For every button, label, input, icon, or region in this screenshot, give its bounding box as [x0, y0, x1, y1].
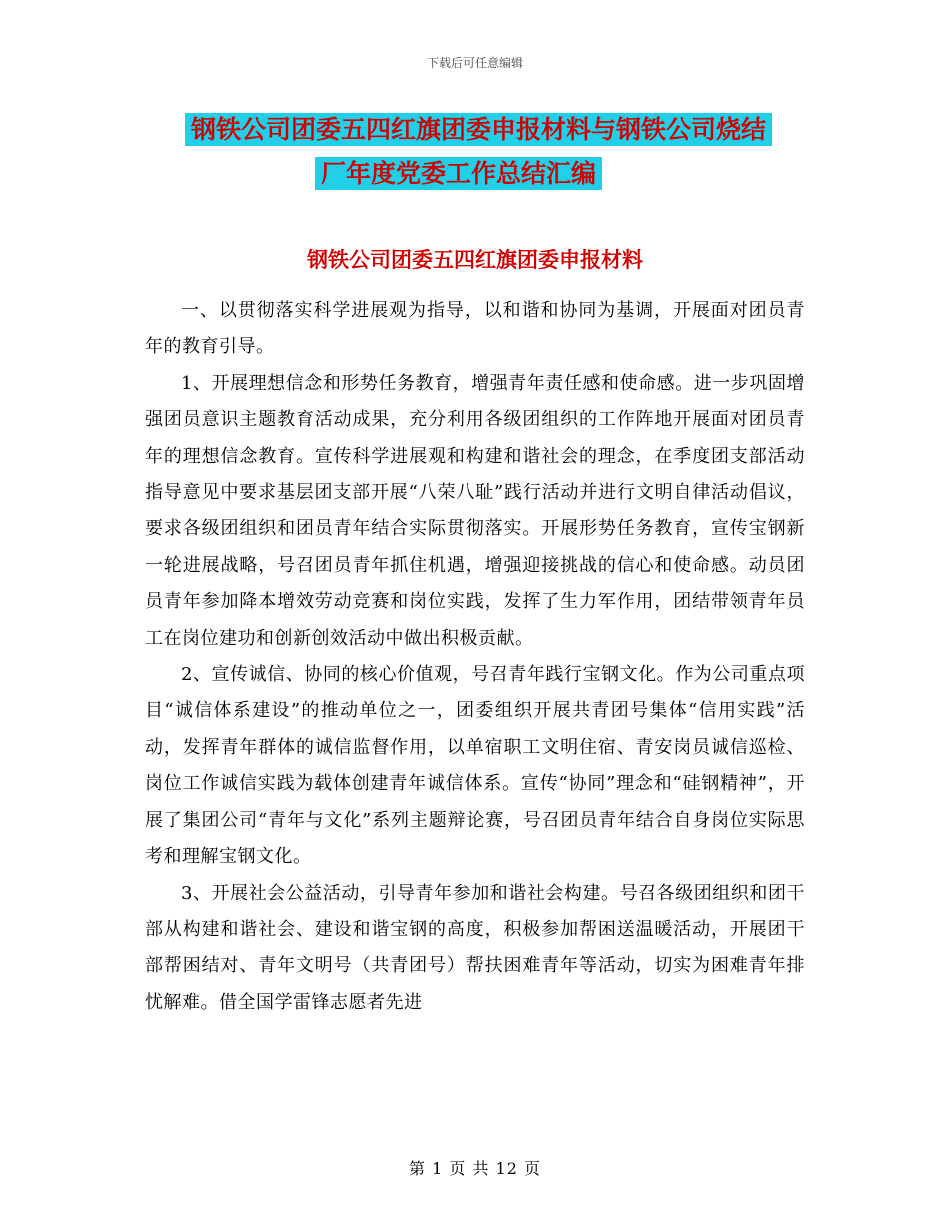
- page-footer: 第 1 页 共 12 页: [409, 1159, 541, 1178]
- header-note: 下载后可任意编辑: [426, 56, 523, 70]
- title-line-2-text: 厂年度党委工作总结汇编: [315, 157, 602, 190]
- document-title: [185, 108, 825, 196]
- paragraph-intro: 一、以贯彻落实科学进展观为指导，以和谐和协同为基调，开展面对团员青年的教育引导。: [145, 300, 805, 358]
- title-line-1: [185, 108, 825, 152]
- paragraph-3: 3、开展社会公益活动，引导青年参加和谐社会构建。号召各级团组织和团干部从构建和谐社会、建设和谐宝钢的高度，积极参加帮困送温暖活动，开展团干部帮困结对、青年文明号（共青团号）帮扶困难青年等活动，切实为困难青年排忧解难。借全国学雷锋志愿者先进: [145, 882, 805, 1013]
- paragraph-2: 2、宣传诚信、协同的核心价值观，号召青年践行宝钢文化。作为公司重点项目“诚信体系建设”的推动单位之一，团委组织开展共青团号集体“信用实践”活动，发挥青年群体的诚信监督作用，以单宿职工文明住宿、青安岗员诚信巡检、岗位工作诚信实践为载体创建青年诚信体系。宣传“协同”理念和“硅钢精神”，开展了集团公司“青年与文化”系列主题辩论赛，号召团员青年结合自身岗位实际思考和理解宝钢文化。: [145, 664, 805, 868]
- section-title: 钢铁公司团委五四红旗团委申报材料: [307, 248, 643, 272]
- title-line-1-text: 钢铁公司团委五四红旗团委申报材料与钢铁公司烧结: [185, 113, 772, 146]
- document-body: [145, 293, 805, 1021]
- paragraph-1: 1、开展理想信念和形势任务教育，增强青年责任感和使命感。进一步巩固增强团员意识主题教育活动成果，充分利用各级团组织的工作阵地开展面对团员青年的理想信念教育。宣传科学进展观和构建和谐社会的理念，在季度团支部活动指导意见中要求基层团支部开展“八荣八耻”践行活动并进行文明自律活动倡议，要求各级团组织和团员青年结合实际贯彻落实。开展形势任务教育，宣传宝钢新一轮进展战略，号召团员青年抓住机遇，增强迎接挑战的信心和使命感。动员团员青年参加降本增效劳动竞赛和岗位实践，发挥了生力军作用，团结带领青年员工在岗位建功和创新创效活动中做出积极贡献。: [145, 372, 805, 649]
- title-line-2: [315, 152, 825, 196]
